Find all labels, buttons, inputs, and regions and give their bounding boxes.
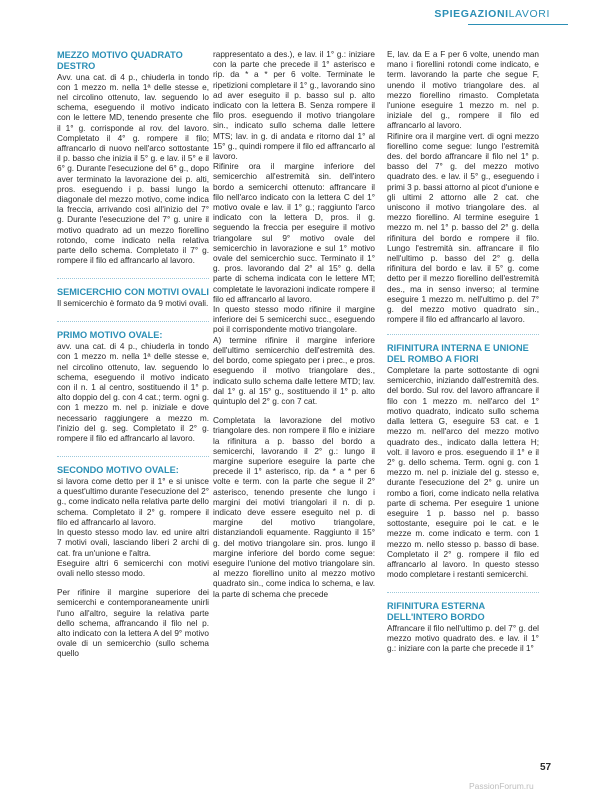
- section-title: RIFINITURA ESTERNA DELL'INTERO BORDO: [387, 601, 485, 623]
- paragraph: Completata la lavorazione del motivo triangolare des. non rompere il filo e iniziare la rifinitura a p. basso del bordo a semicerchi, lavorando il 2° g.: lungo il margine superiore eseguire la parte che precede il 1° asterisco, rip. da * a * per 6 volte e term. con la parte che segue il 2° asterisco, tenendo presente che lungo i margini dei motivi triangolari il n. di p. indicato deve essere eseguito nel p. di margine del motivo triangolare, distanziandoli equamente. Raggiunto il 15° g. del motivo triangolare sin. pros. lungo il margine inferiore del bordo come segue: eseguire l'unione del motivo triangolare sin. al mezzo fiorellino unito al mezzo motivo quadrato sin., come indica lo schema, e lav. la parte di schema che precede: [213, 416, 375, 599]
- section-divider: [57, 321, 209, 322]
- section-title: SECONDO MOTIVO OVALE:: [57, 465, 179, 476]
- paragraph: Rifinire ora il margine inferiore del semicerchio all'estremità sin. dell'intero bordo a semicerchi ottenuto: affrancare il filo nell'arco indicato con la lettera C del 1° motivo ovale e lav. il 1° g.; raggiunto l'arco indicato con la lettera D, pros. il g. seguendo la freccia per eseguire il motivo triangolare sul 9° motivo ovale del semicerchio in lavorazione e sul 1° motivo ovale del semicerchio succ. Terminato il 1° g. pros. lavorando dal 2° al 15° g. della parte di schema indicata con le lettere MT; completate le lavorazioni indicate rompere il filo ed affrancarlo al lavoro.: [213, 162, 375, 304]
- paragraph: E, lav. da E a F per 6 volte, unendo man mano i fiorellini rotondi come indicato, e term. lavorando la parte che segue F, unendo il motivo triangolare des. al mezzo fiorellino rimasto. Completata l'unione eseguire 1 mezzo m. nel p. iniziale del g., rompere il filo ed affrancarlo al lavoro.: [387, 50, 539, 131]
- header-category: LAVORI: [508, 8, 550, 20]
- section-mezzo-motivo: [57, 50, 209, 266]
- section-divider: [387, 592, 539, 593]
- running-header: [434, 8, 550, 20]
- paragraph: In questo stesso modo rifinire il margine inferiore dei 5 semicerchi succ., eseguendo poi il corrispondente motivo triangolare.: [213, 305, 375, 335]
- section-text: Completare la parte sottostante di ogni semicerchio, iniziando dall'estremità des. del bordo. Sul rov. del lavoro affrancare il filo con 1 mezzo m. nell'arco del 1° motivo quadrato, indicato sullo schema dalla lettera G, eseguire 53 cat. e 1 mezzo m. nell'arco del mezzo motivo quadrato des., indicato dalla lettera H; volt. il lavoro e pros. eseguendo il 1° e il 2° g. dello schema. Term. ogni g. con 1 mezzo m. nel p. iniziale del g. stesso e, durante l'esecuzione del 2° g. unire un rombo a fiori, come indicato nella relativa parte di schema. Per eseguire 1 unione eseguire 1 p. basso nel p. basso sottostante, eseguire poi le cat. e le mezze m. come indicato e term. con 1 mezzo m. nello stesso p. basso di base. Completato il 2° g. rompere il filo ed affrancarlo al lavoro. In questo stesso modo completare i restanti semicerchi.: [387, 366, 539, 580]
- section-text: Avv. una cat. di 4 p., chiuderla in tondo con 1 mezzo m. nella 1ª delle stesse e, nel circolino ottenuto, lav. seguendo lo schema, eseguendo il motivo indicato con le lettere MD, tenendo presente che il 1° g. corrisponde al rov. del lavoro. Completato il 4° g. rompere il filo; affrancarlo di nuovo nell'arco sottostante il p. basso che inizia il 5° g. e lav. il 5° e il 6° g. Durante l'esecuzione del 6° g., dopo aver terminato la lavorazione dei p. alti, pros. eseguendo i p. bassi lungo la diagonale del mezzo motivo, come indica la freccia, arrivando così all'inizio del 7° g. Durante l'esecuzione del 7° g. unire il motivo quadrato ad un mezzo fiorellino rotondo, come indicato nella relativa parte dello schema. Completato il 7° g. rompere il filo ed affrancarlo al lavoro.: [57, 72, 209, 266]
- header-divider: [468, 24, 568, 25]
- section-rifinitura-interna: [387, 343, 539, 580]
- paragraph: A) termine rifinire il margine inferiore dell'ultimo semicerchio dell'estremità des. del bordo, come spiegato per i prec., e pros. eseguendo il motivo triangolare des., indicato sullo schema dalle lettere MTD; lav. dal 1° g. al 15° g., sostituendo il 1° p. alto quintuplo del 2° g. con 7 cat.: [213, 335, 375, 406]
- section-title: SEMICERCHIO CON MOTIVI OVALI: [57, 287, 209, 298]
- section-primo-motivo: [57, 330, 209, 444]
- section-title: PRIMO MOTIVO OVALE:: [57, 330, 163, 341]
- column-right: [387, 50, 539, 655]
- column-middle: [213, 50, 375, 609]
- paragraph: rappresentato a des.), e lav. il 1° g.: iniziare con la parte che precede il 1° asterisco e rip. da * a * per 6 volte. Terminate le ripetizioni completare il 1° g., lavorando sino ad aver eseguito il p. basso sul p. alto indicato con la lettera B. Senza rompere il filo pros. eseguendo il motivo triangolare sin., indicato sullo schema dalle lettere MTS; lav. in g. di andata e ritorno dal 1° al 15° g., quindi rompere il filo ed affrancarlo al lavoro.: [213, 50, 375, 162]
- section-text: avv. una cat. di 4 p., chiuderla in tondo con 1 mezzo m. nella 1ª delle stesse e, nel circolino ottenuto, lav. seguendo lo schema, eseguendo il motivo indicato con il n. 1 al centro, sostituendo il 1° p. alto doppio del g. con 4 cat.; term. ogni g. con 1 mezzo m. nel p. iniziale e dove necessario raggiungere a mezzo m. l'inizio del g. seg. Completato il 2° g. rompere il filo ed affrancarlo al lavoro.: [57, 342, 209, 444]
- paragraph: Rifinire ora il margine vert. di ogni mezzo fiorellino come segue: lungo l'estremità des. del bordo affrancare il filo nel 1° p. basso del 7° g. del mezzo motivo quadrato des. e lav. il 5° g., eseguendo i primi 3 p. bassi attorno al picot d'unione e gli ultimi 2 attorno alle 2 cat. che uniscono il motivo triangolare des. al mezzo fiorellino. Al termine eseguire 1 mezzo m. nel 1° p. basso del 2° g. della rifinitura del bordo e rompere il filo. Lungo l'estremità sin. affrancare il filo nell'ultimo p. basso del 2° g. della rifinitura del bordo e lav. il 5° g. come detto per il mezzo fiorellino dell'estremità des., ma in senso inverso; al termine eseguire 1 mezzo m. nell'ultimo p. del 7° g. del mezzo motivo quadrato sin., rompere il filo ed affrancarlo al lavoro.: [387, 131, 539, 325]
- section-text: Il semicerchio è formato da 9 motivi ovali.: [57, 299, 209, 309]
- page-number: 57: [540, 762, 552, 773]
- watermark: PassionForum.ru: [469, 781, 534, 791]
- section-text: Per rifinire il margine superiore dei semicerchi e contemporaneamente unirli l'uno all'altro, seguire la relativa parte dello schema, affrancando il filo nel p. alto indicato con la lettera A del 9° motivo ovale di un semicerchio (sullo schema quello: [57, 588, 209, 659]
- section-divider: [387, 334, 539, 335]
- section-text: si lavora come detto per il 1° e si unisce a quest'ultimo durante l'esecuzione del 2° g., come indicato nella relativa parte dello schema. Completato il 2° g. rompere il filo ed affrancarlo al lavoro.: [57, 477, 209, 527]
- column-left: [57, 50, 209, 669]
- section-text: Affrancare il filo nell'ultimo p. del 7° g. del mezzo motivo quadrato des. e lav. il 1° g.: iniziare con la parte che precede il 1°: [387, 623, 539, 654]
- section-title: RIFINITURA INTERNA E UNIONE DEL ROMBO A FIORI: [387, 343, 529, 365]
- header-section: SPIEGAZIONI: [434, 8, 509, 20]
- section-semicerchio: [57, 287, 209, 309]
- section-divider: [57, 456, 209, 457]
- section-text: In questo stesso modo lav. ed unire altri 7 motivi ovali, lasciando liberi 2 archi di cat. fra un'unione e l'altra.: [57, 528, 209, 558]
- section-secondo-motivo: [57, 465, 209, 659]
- section-title: MEZZO MOTIVO QUADRATO DESTRO: [57, 50, 183, 71]
- section-rifinitura-esterna: [387, 601, 539, 654]
- section-text: Eseguire altri 6 semicerchi con motivi ovali nello stesso modo.: [57, 558, 209, 578]
- section-divider: [57, 278, 209, 279]
